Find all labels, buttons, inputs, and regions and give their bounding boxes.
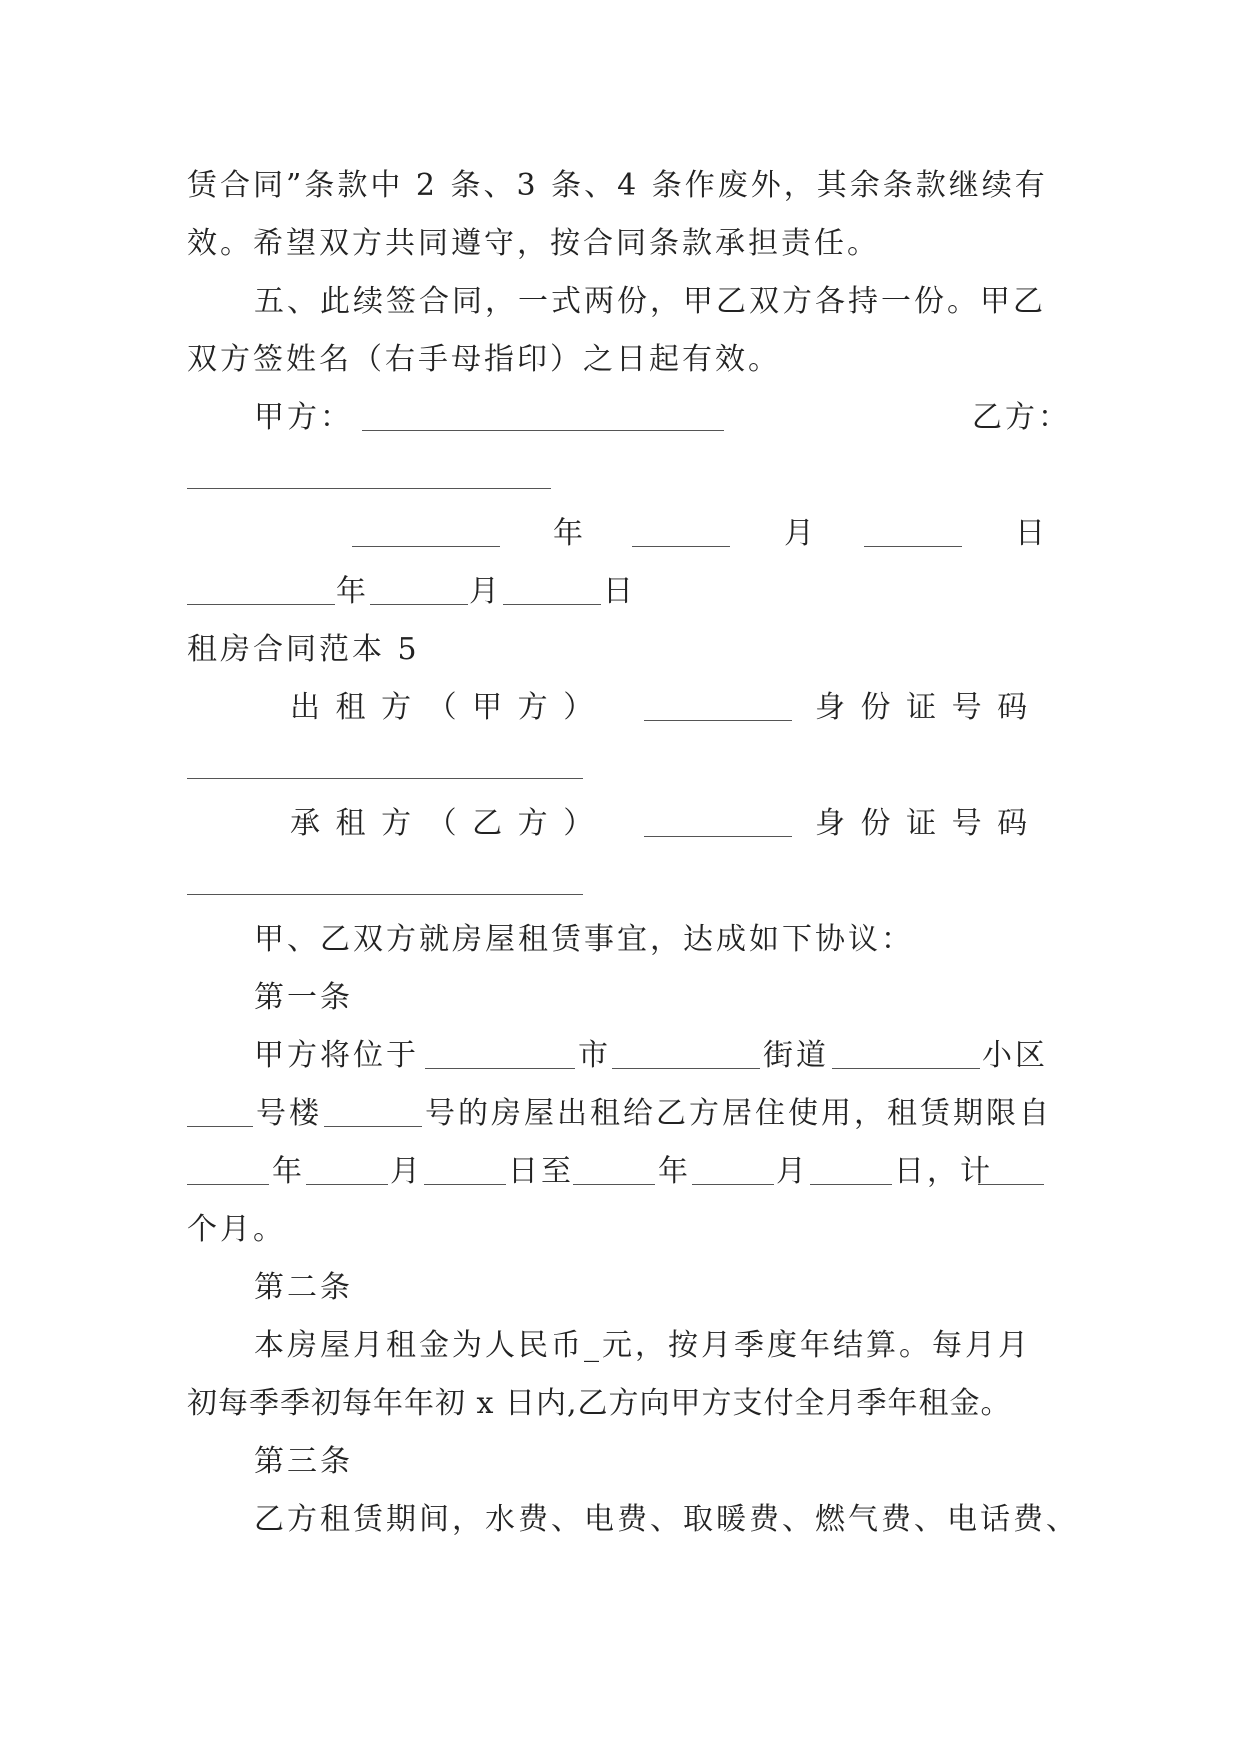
article-text: 号的房屋出租给乙方居住使用，租赁期限自 — [425, 1096, 1052, 1131]
month-label: 月 — [784, 516, 817, 551]
month-label: 月 — [469, 574, 502, 609]
id-number-label: 身 份 证 号 码 — [815, 806, 1031, 841]
end-month-blank — [692, 1184, 774, 1185]
article-heading: 第一条 — [254, 980, 353, 1015]
paragraph-line: 乙方租赁期间，水费、电费、取暖费、燃气费、电话费、 — [254, 1502, 1079, 1537]
start-day-blank — [424, 1184, 506, 1185]
paragraph-line: 初每季季初每年年初 x 日内,乙方向甲方支付全月季年租金。 — [187, 1386, 1012, 1421]
year-label: 年 — [272, 1154, 305, 1189]
id-number-blank — [187, 778, 583, 779]
start-year-blank — [187, 1184, 269, 1185]
district-label: 小区 — [982, 1038, 1048, 1073]
year-blank — [187, 604, 335, 605]
article-heading: 第三条 — [254, 1444, 353, 1479]
year-label: 年 — [658, 1154, 691, 1189]
lessor-label: 出 租 方 （ 甲 方 ） — [290, 690, 597, 725]
lessee-name-blank — [644, 836, 792, 837]
article-text: 日，计 — [894, 1154, 993, 1189]
city-label: 市 — [578, 1038, 611, 1073]
street-blank — [612, 1068, 760, 1069]
paragraph-line: 赁合同”条款中 2 条、3 条、4 条作废外，其余条款继续有 — [187, 168, 1048, 203]
day-label: 日 — [603, 574, 636, 609]
day-label: 日 — [1015, 516, 1048, 551]
unit-blank — [324, 1126, 422, 1127]
article-text: 甲方将位于 — [254, 1038, 419, 1073]
year-label: 年 — [553, 516, 586, 551]
year-blank — [352, 546, 500, 547]
id-number-blank — [187, 894, 583, 895]
lessor-name-blank — [644, 720, 792, 721]
start-month-blank — [306, 1184, 388, 1185]
paragraph-line: 五、此续签合同，一式两份，甲乙双方各持一份。甲乙 — [254, 284, 1046, 319]
party-a-label: 甲方： — [254, 400, 353, 435]
paragraph-line: 甲、乙双方就房屋租赁事宜，达成如下协议： — [254, 922, 914, 957]
id-number-label: 身 份 证 号 码 — [815, 690, 1031, 725]
building-blank — [187, 1126, 253, 1127]
day-blank — [503, 604, 601, 605]
month-label: 月 — [776, 1154, 809, 1189]
street-label: 街道 — [763, 1038, 829, 1073]
city-blank — [425, 1068, 575, 1069]
month-label: 月 — [390, 1154, 423, 1189]
paragraph-line: 双方签姓名（右手母指印）之日起有效。 — [187, 342, 781, 377]
party-b-label: 乙方： — [972, 400, 1071, 435]
month-blank — [632, 546, 730, 547]
article-text: 个月。 — [187, 1212, 286, 1247]
year-label: 年 — [336, 574, 369, 609]
article-text: 日至 — [508, 1154, 574, 1189]
paragraph-line: 本房屋月租金为人民币_元，按月季度年结算。每月月 — [254, 1328, 1031, 1363]
signature-blank-a — [362, 430, 724, 431]
section-heading: 租房合同范本 5 — [187, 632, 420, 667]
end-year-blank — [573, 1184, 655, 1185]
end-day-blank — [810, 1184, 892, 1185]
paragraph-line: 效。希望双方共同遵守，按合同条款承担责任。 — [187, 226, 880, 261]
month-blank — [370, 604, 468, 605]
district-blank — [832, 1068, 980, 1069]
day-blank — [864, 546, 962, 547]
signature-blank-b — [187, 488, 551, 489]
lessee-label: 承 租 方 （ 乙 方 ） — [290, 806, 597, 841]
article-heading: 第二条 — [254, 1270, 353, 1305]
months-blank — [978, 1184, 1044, 1185]
building-label: 号楼 — [256, 1096, 322, 1131]
